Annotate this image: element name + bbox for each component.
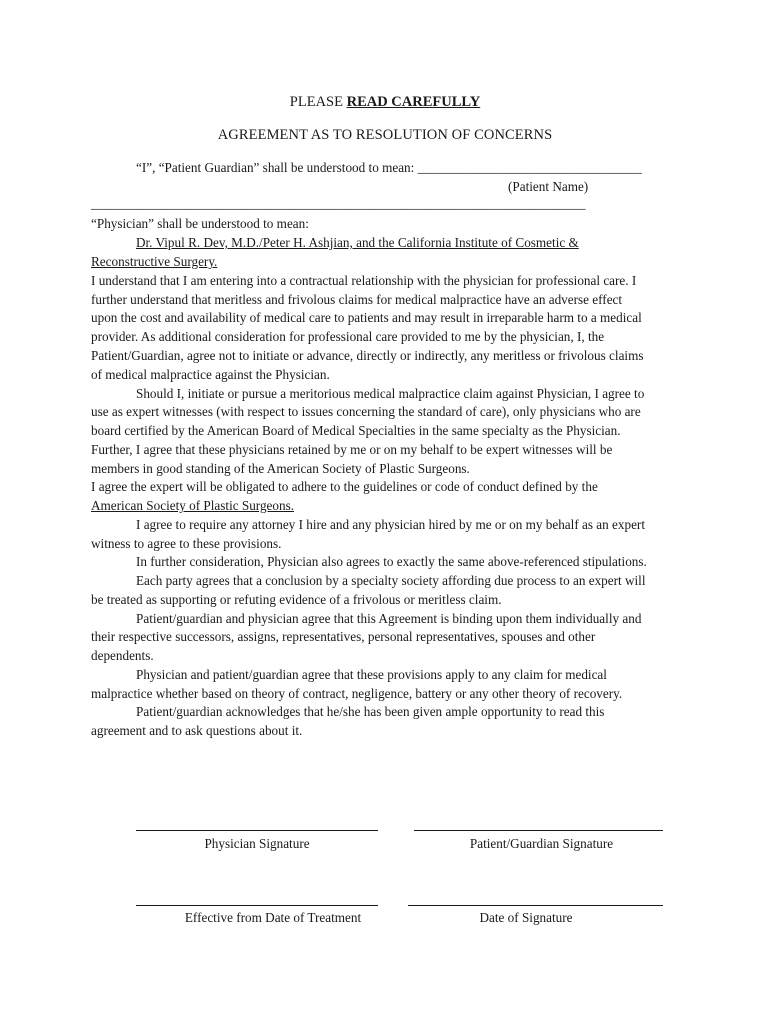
- body-line: provider. As additional consideration for professional care provided to me by the physician, I, the: [91, 329, 605, 344]
- body-line: members in good standing of the American Society of Plastic Surgeons.: [91, 461, 470, 476]
- body-line: I understand that I am entering into a contractual relationship with the physician for professional care. I: [91, 273, 637, 288]
- body-line: I agree to require any attorney I hire and any physician hired by me or on my behalf as an expert: [136, 517, 645, 532]
- body-line: use as expert witnesses (with respect to issues concerning the standard of care), only physicians who are: [91, 404, 641, 419]
- effective-date-label: Effective from Date of Treatment: [184, 910, 362, 925]
- document-subtitle: AGREEMENT AS TO RESOLUTION OF CONCERNS: [217, 127, 553, 143]
- physician-signature-label: Physician Signature: [204, 836, 310, 851]
- physician-signature-line[interactable]: [136, 830, 378, 831]
- body-line: Further, I agree that these physicians retained by me or on my behalf to be expert witnesses will be: [91, 442, 613, 457]
- body-line: be treated as supporting or refuting evidence of a frivolous or meritless claim.: [91, 592, 502, 607]
- patient-name-blank: __________________________________: [417, 160, 642, 175]
- body-line: malpractice whether based on theory of contract, negligence, battery or any other theory of recovery.: [91, 686, 623, 701]
- physician-definition: “Physician” shall be understood to mean:: [91, 216, 309, 231]
- physician-name-line-2: Reconstructive Surgery.: [91, 254, 218, 269]
- document-heading: [0, 94, 770, 111]
- date-of-signature-line[interactable]: [408, 905, 663, 906]
- effective-date-line[interactable]: [136, 905, 378, 906]
- patient-definition-text: “I”, “Patient Guardian” shall be understood to mean:: [136, 160, 415, 175]
- body-line: American Society of Plastic Surgeons.: [91, 498, 295, 513]
- body-line: agreement and to ask questions about it.: [91, 723, 303, 738]
- body-line: their respective successors, assigns, representatives, personal representatives, spouses and other: [91, 629, 596, 644]
- date-of-signature-label: Date of Signature: [479, 910, 573, 925]
- body-line: upon the cost and availability of medical care to patients and may result in irreparable harm to a medical: [91, 310, 642, 325]
- patient-name-continuation-blank: ___________________________________________________________________________: [91, 196, 586, 211]
- heading-emphasis: READ CAREFULLY: [346, 94, 481, 110]
- body-line: further understand that meritless and frivolous claims for medical malpractice have an adverse effect: [91, 292, 623, 307]
- heading-prefix: PLEASE: [289, 94, 343, 110]
- body-line: board certified by the American Board of Medical Specialties in the same specialty as the Physician.: [91, 423, 621, 438]
- patient-signature-label: Patient/Guardian Signature: [469, 836, 614, 851]
- body-line: Patient/Guardian, agree not to initiate or advance, directly or indirectly, any meritless or frivolous claims: [91, 348, 644, 363]
- body-line: dependents.: [91, 648, 154, 663]
- body-line: witness to agree to these provisions.: [91, 536, 282, 551]
- patient-name-label: (Patient Name): [508, 179, 589, 194]
- body-line: In further consideration, Physician also agrees to exactly the same above-referenced stipulations.: [136, 554, 647, 569]
- body-line: I agree the expert will be obligated to adhere to the guidelines or code of conduct defined by the: [91, 479, 598, 494]
- body-line: Each party agrees that a conclusion by a specialty society affording due process to an expert will: [136, 573, 646, 588]
- body-line: Patient/guardian and physician agree that this Agreement is binding upon them individually and: [136, 611, 642, 626]
- physician-name-line-1: Dr. Vipul R. Dev, M.D./Peter H. Ashjian, and the California Institute of Cosmetic &: [136, 235, 579, 250]
- body-line: Patient/guardian acknowledges that he/she has been given ample opportunity to read this: [136, 704, 605, 719]
- patient-signature-line[interactable]: [414, 830, 663, 831]
- body-line: Physician and patient/guardian agree that these provisions apply to any claim for medical: [136, 667, 607, 682]
- body-line: Should I, initiate or pursue a meritorious medical malpractice claim against Physician, I agree to: [136, 386, 645, 401]
- body-line: of medical malpractice against the Physician.: [91, 367, 330, 382]
- patient-definition: [136, 160, 642, 176]
